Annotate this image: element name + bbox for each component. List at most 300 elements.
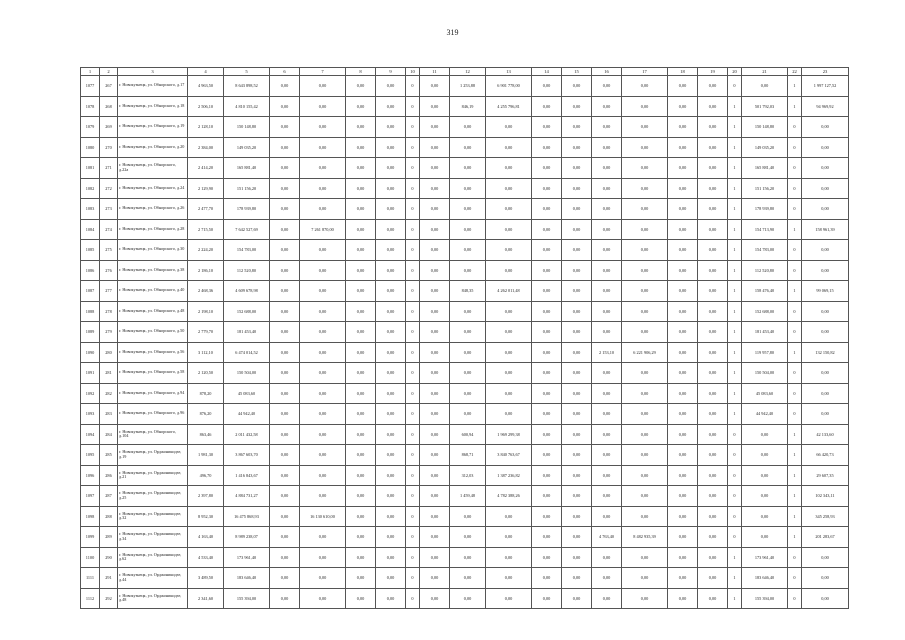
table-cell: 0,00 bbox=[346, 506, 376, 527]
table-cell: 154 713,90 bbox=[742, 219, 788, 240]
table-cell: 0,00 bbox=[802, 404, 849, 425]
table-cell: 0,00 bbox=[300, 547, 346, 568]
table-cell: 1083 bbox=[81, 199, 100, 220]
table-cell: 1 bbox=[728, 301, 742, 322]
table-cell: 0,00 bbox=[300, 240, 346, 261]
table-cell: 2 129,90 bbox=[188, 178, 224, 199]
table-cell: 150 148,80 bbox=[224, 117, 270, 138]
table-cell: 0,00 bbox=[802, 199, 849, 220]
table-cell: 0 bbox=[406, 96, 420, 117]
table-cell: 272 bbox=[100, 178, 118, 199]
table-cell: 0,00 bbox=[592, 117, 622, 138]
table-cell: 282 bbox=[100, 383, 118, 404]
column-header: 6 bbox=[270, 68, 300, 76]
table-cell: 0,00 bbox=[376, 219, 406, 240]
table-cell: 0,00 bbox=[622, 568, 668, 589]
table-cell: 0,00 bbox=[698, 96, 728, 117]
table-cell: 0 bbox=[788, 199, 802, 220]
table-cell: 16 475 868,93 bbox=[224, 506, 270, 527]
table-cell: 7 642 527,69 bbox=[224, 219, 270, 240]
table-cell: 2 153,10 bbox=[592, 342, 622, 363]
register-table bbox=[80, 67, 849, 609]
table-cell: 154 783,00 bbox=[224, 240, 270, 261]
table-cell: 0,00 bbox=[532, 547, 562, 568]
table-cell: 0,00 bbox=[802, 322, 849, 343]
table-cell: 0,00 bbox=[668, 383, 698, 404]
table-cell: 0,00 bbox=[376, 383, 406, 404]
column-header: 16 bbox=[592, 68, 622, 76]
table-cell: 0,00 bbox=[668, 158, 698, 179]
table-cell: 1093 bbox=[81, 404, 100, 425]
table-cell: 0,00 bbox=[592, 486, 622, 507]
table-cell: 0,00 bbox=[270, 383, 300, 404]
table-cell: 0 bbox=[406, 117, 420, 138]
table-cell: 0,00 bbox=[486, 342, 532, 363]
table-cell: 2 414,20 bbox=[188, 158, 224, 179]
table-cell: 1097 bbox=[81, 486, 100, 507]
table-cell: 0,00 bbox=[668, 260, 698, 281]
table-cell: 94 969,92 bbox=[802, 96, 849, 117]
table-cell: 0,00 bbox=[698, 158, 728, 179]
table-cell: 0,00 bbox=[376, 199, 406, 220]
table-cell: 0,00 bbox=[592, 281, 622, 302]
address-cell: г. Новокузнецк, ул. Орджоникидзе, д.19 bbox=[118, 445, 188, 466]
table-cell: 0,00 bbox=[486, 527, 532, 548]
table-cell: 4 163,40 bbox=[188, 527, 224, 548]
table-cell: 1 bbox=[728, 219, 742, 240]
table-cell: 0,00 bbox=[270, 76, 300, 97]
table-cell: 1096 bbox=[81, 465, 100, 486]
table-cell: 0 bbox=[788, 240, 802, 261]
table-cell: 1 387 236,82 bbox=[486, 465, 532, 486]
table-row bbox=[81, 506, 849, 527]
table-cell: 0,00 bbox=[270, 281, 300, 302]
column-header: 14 bbox=[532, 68, 562, 76]
table-cell: 0 bbox=[406, 76, 420, 97]
table-cell: 0,00 bbox=[802, 240, 849, 261]
table-cell: 0,00 bbox=[592, 383, 622, 404]
table-cell: 0,00 bbox=[668, 240, 698, 261]
table-cell: 183 646,40 bbox=[742, 568, 788, 589]
table-cell: 1084 bbox=[81, 219, 100, 240]
table-cell: 0,00 bbox=[486, 219, 532, 240]
table-cell: 0,00 bbox=[420, 281, 450, 302]
table-cell: 2 128,10 bbox=[188, 117, 224, 138]
table-cell: 0 bbox=[406, 137, 420, 158]
table-cell: 16 130 610,00 bbox=[300, 506, 346, 527]
table-cell: 0,00 bbox=[562, 465, 592, 486]
table-cell: 0 bbox=[788, 178, 802, 199]
table-cell: 283 bbox=[100, 404, 118, 425]
table-cell: 0,00 bbox=[346, 547, 376, 568]
address-cell: г. Новокузнецк, ул. Обнорского, д.22а bbox=[118, 158, 188, 179]
table-cell: 0,00 bbox=[300, 96, 346, 117]
table-cell: 1 bbox=[728, 568, 742, 589]
table-cell: 201 283,67 bbox=[802, 527, 849, 548]
table-cell: 0,00 bbox=[346, 117, 376, 138]
table-cell: 0,00 bbox=[376, 445, 406, 466]
table-cell: 152 688,00 bbox=[742, 301, 788, 322]
table-cell: 0 bbox=[406, 424, 420, 445]
column-header: 11 bbox=[420, 68, 450, 76]
table-cell: 1 bbox=[728, 588, 742, 609]
table-cell: 0,00 bbox=[486, 137, 532, 158]
table-cell: 66 420,73 bbox=[802, 445, 849, 466]
table-cell: 0,00 bbox=[270, 547, 300, 568]
table-cell: 0,00 bbox=[562, 322, 592, 343]
table-cell: 1089 bbox=[81, 322, 100, 343]
table-row bbox=[81, 568, 849, 589]
table-cell: 0,00 bbox=[592, 260, 622, 281]
table-cell: 2 120,50 bbox=[188, 363, 224, 384]
table-cell: 0,00 bbox=[698, 76, 728, 97]
table-row bbox=[81, 260, 849, 281]
table-cell: 0,00 bbox=[698, 363, 728, 384]
table-cell: 268 bbox=[100, 96, 118, 117]
table-cell: 0,00 bbox=[562, 547, 592, 568]
table-cell: 0,00 bbox=[300, 178, 346, 199]
table-cell: 2 186,10 bbox=[188, 260, 224, 281]
table-cell: 0,00 bbox=[592, 76, 622, 97]
table-cell: 0,00 bbox=[562, 568, 592, 589]
table-cell: 6 474 014,52 bbox=[224, 342, 270, 363]
table-cell: 290 bbox=[100, 547, 118, 568]
table-cell: 29 607,35 bbox=[802, 465, 849, 486]
table-cell: 0,00 bbox=[562, 301, 592, 322]
table-cell: 0 bbox=[406, 506, 420, 527]
address-cell: г. Новокузнецк, ул. Обнорского, д.96 bbox=[118, 404, 188, 425]
table-cell: 0,00 bbox=[698, 588, 728, 609]
address-cell: г. Новокузнецк, ул. Орджоникидзе, д.44 bbox=[118, 568, 188, 589]
table-cell: 0,00 bbox=[376, 137, 406, 158]
table-cell: 0,00 bbox=[622, 322, 668, 343]
table-cell: 1094 bbox=[81, 424, 100, 445]
column-header: 17 bbox=[622, 68, 668, 76]
table-cell: 0,00 bbox=[668, 342, 698, 363]
table-cell: 0,00 bbox=[742, 424, 788, 445]
table-cell: 0,00 bbox=[300, 588, 346, 609]
table-cell: 0,00 bbox=[532, 281, 562, 302]
table-cell: 878,20 bbox=[188, 383, 224, 404]
table-cell: 0,00 bbox=[346, 527, 376, 548]
table-cell: 0,00 bbox=[802, 588, 849, 609]
table-cell: 0,00 bbox=[420, 322, 450, 343]
table-cell: 0,00 bbox=[376, 117, 406, 138]
table-cell: 1091 bbox=[81, 363, 100, 384]
address-cell: г. Новокузнецк, ул. Обнорского, д.26 bbox=[118, 199, 188, 220]
table-cell: 0,00 bbox=[376, 527, 406, 548]
address-cell: г. Новокузнецк, ул. Орджоникидзе, д.48 bbox=[118, 588, 188, 609]
table-cell: 4 763,40 bbox=[592, 527, 622, 548]
table-cell: 0,00 bbox=[300, 260, 346, 281]
table-cell: 1 bbox=[728, 363, 742, 384]
table-cell: 0,00 bbox=[270, 178, 300, 199]
table-cell: 0,00 bbox=[346, 424, 376, 445]
table-cell: 1 bbox=[728, 383, 742, 404]
table-cell: 0,00 bbox=[270, 342, 300, 363]
table-cell: 0,00 bbox=[450, 404, 486, 425]
address-cell: г. Новокузнецк, ул. Орджоникидзе, д.25 bbox=[118, 486, 188, 507]
table-cell: 8 952,30 bbox=[188, 506, 224, 527]
table-cell: 285 bbox=[100, 445, 118, 466]
table-cell: 0,00 bbox=[532, 363, 562, 384]
table-cell: 0,00 bbox=[592, 588, 622, 609]
table-cell: 0 bbox=[788, 117, 802, 138]
table-cell: 0,00 bbox=[420, 158, 450, 179]
table-cell: 0 bbox=[406, 568, 420, 589]
table-cell: 0,00 bbox=[300, 465, 346, 486]
table-cell: 1088 bbox=[81, 301, 100, 322]
table-cell: 0,00 bbox=[668, 199, 698, 220]
table-cell: 274 bbox=[100, 219, 118, 240]
table-cell: 0,00 bbox=[698, 240, 728, 261]
table-cell: 1 bbox=[728, 281, 742, 302]
page-number: 319 bbox=[446, 28, 459, 37]
table-cell: 0,00 bbox=[562, 506, 592, 527]
table-cell: 3 867 603,70 bbox=[224, 445, 270, 466]
table-cell: 0,00 bbox=[562, 76, 592, 97]
table-cell: 0,00 bbox=[622, 117, 668, 138]
table-cell: 0 bbox=[406, 588, 420, 609]
table-cell: 1 bbox=[788, 527, 802, 548]
column-header: 13 bbox=[486, 68, 532, 76]
table-cell: 0,00 bbox=[376, 240, 406, 261]
table-cell: 0,00 bbox=[300, 301, 346, 322]
table-cell: 1 bbox=[788, 76, 802, 97]
table-cell: 1 253,88 bbox=[450, 76, 486, 97]
table-cell: 0,00 bbox=[622, 588, 668, 609]
table-cell: 0,00 bbox=[376, 424, 406, 445]
table-cell: 0,00 bbox=[668, 219, 698, 240]
table-cell: 0,00 bbox=[420, 527, 450, 548]
table-cell: 0,00 bbox=[592, 568, 622, 589]
table-cell: 0,00 bbox=[592, 178, 622, 199]
table-cell: 44 942,40 bbox=[224, 404, 270, 425]
table-cell: 1082 bbox=[81, 178, 100, 199]
table-cell: 1092 bbox=[81, 383, 100, 404]
table-cell: 151 156,20 bbox=[742, 178, 788, 199]
column-header: 15 bbox=[562, 68, 592, 76]
table-cell: 0 bbox=[788, 260, 802, 281]
table-row bbox=[81, 281, 849, 302]
table-cell: 158 961,39 bbox=[802, 219, 849, 240]
table-cell: 279 bbox=[100, 322, 118, 343]
table-cell: 0,00 bbox=[486, 117, 532, 138]
table-cell: 0,00 bbox=[420, 445, 450, 466]
table-cell: 0,00 bbox=[420, 76, 450, 97]
table-cell: 150 504,00 bbox=[742, 363, 788, 384]
table-cell: 0,00 bbox=[532, 342, 562, 363]
table-cell: 0,00 bbox=[420, 137, 450, 158]
table-cell: 4 782 388,26 bbox=[486, 486, 532, 507]
table-cell: 0,00 bbox=[420, 342, 450, 363]
table-cell: 0,00 bbox=[300, 445, 346, 466]
table-cell: 44 942,40 bbox=[742, 404, 788, 425]
table-cell: 0,00 bbox=[698, 424, 728, 445]
table-cell: 0,00 bbox=[668, 363, 698, 384]
table-cell: 0,00 bbox=[300, 281, 346, 302]
table-cell: 0,00 bbox=[376, 158, 406, 179]
table-cell: 0,00 bbox=[698, 199, 728, 220]
table-cell: 1 bbox=[728, 547, 742, 568]
table-cell: 0,00 bbox=[698, 137, 728, 158]
table-cell: 0,00 bbox=[300, 117, 346, 138]
column-header: 3 bbox=[118, 68, 188, 76]
table-cell: 0,00 bbox=[532, 117, 562, 138]
table-cell: 0,00 bbox=[346, 486, 376, 507]
table-row bbox=[81, 76, 849, 97]
table-row bbox=[81, 199, 849, 220]
table-cell: 4 609 678,98 bbox=[224, 281, 270, 302]
table-cell: 0,00 bbox=[592, 219, 622, 240]
table-row bbox=[81, 322, 849, 343]
table-cell: 281 bbox=[100, 363, 118, 384]
table-cell: 0,00 bbox=[698, 506, 728, 527]
table-cell: 0,00 bbox=[420, 424, 450, 445]
table-cell: 1 459,48 bbox=[450, 486, 486, 507]
table-row bbox=[81, 588, 849, 609]
table-cell: 0,00 bbox=[376, 322, 406, 343]
table-cell: 0,00 bbox=[420, 117, 450, 138]
table-cell: 0,00 bbox=[486, 178, 532, 199]
table-cell: 2 224,20 bbox=[188, 240, 224, 261]
table-cell: 0,00 bbox=[346, 260, 376, 281]
table-cell: 0 bbox=[406, 465, 420, 486]
table-cell: 312,03 bbox=[450, 465, 486, 486]
table-cell: 1079 bbox=[81, 117, 100, 138]
table-cell: 0,00 bbox=[270, 96, 300, 117]
table-cell: 0,00 bbox=[802, 178, 849, 199]
table-cell: 0,00 bbox=[622, 219, 668, 240]
table-cell: 4 255 796,81 bbox=[486, 96, 532, 117]
table-cell: 0,00 bbox=[592, 301, 622, 322]
table-cell: 0,00 bbox=[300, 424, 346, 445]
table-cell: 0,00 bbox=[592, 322, 622, 343]
table-cell: 0,00 bbox=[532, 137, 562, 158]
table-cell: 1 bbox=[728, 260, 742, 281]
table-cell: 165 881,40 bbox=[742, 158, 788, 179]
table-cell: 0 bbox=[788, 301, 802, 322]
table-cell: 42 133,60 bbox=[802, 424, 849, 445]
table-cell: 0,00 bbox=[270, 486, 300, 507]
table-cell: 0,00 bbox=[802, 117, 849, 138]
table-cell: 0,00 bbox=[698, 322, 728, 343]
table-cell: 0,00 bbox=[300, 363, 346, 384]
address-cell: г. Новокузнецк, ул. Обнорского, д.18 bbox=[118, 96, 188, 117]
table-cell: 0,00 bbox=[532, 260, 562, 281]
table-cell: 276 bbox=[100, 260, 118, 281]
table-cell: 1 bbox=[728, 158, 742, 179]
table-cell: 0,00 bbox=[668, 281, 698, 302]
table-cell: 0,00 bbox=[592, 547, 622, 568]
table-cell: 4 810 155,42 bbox=[224, 96, 270, 117]
table-cell: 0,00 bbox=[376, 178, 406, 199]
table-cell: 181 453,40 bbox=[742, 322, 788, 343]
address-cell: г. Новокузнецк, ул. Орджоникидзе, д.62 bbox=[118, 547, 188, 568]
table-cell: 0,00 bbox=[592, 445, 622, 466]
table-cell: 0,00 bbox=[562, 424, 592, 445]
table-cell: 0,00 bbox=[420, 363, 450, 384]
table-cell: 0 bbox=[728, 445, 742, 466]
table-cell: 0,00 bbox=[562, 158, 592, 179]
table-cell: 0,00 bbox=[802, 260, 849, 281]
table-cell: 4 963,50 bbox=[188, 76, 224, 97]
table-cell: 0,00 bbox=[420, 178, 450, 199]
table-cell: 0,00 bbox=[270, 117, 300, 138]
table-cell: 0,00 bbox=[270, 322, 300, 343]
table-cell: 0,00 bbox=[668, 96, 698, 117]
table-cell: 119 957,80 bbox=[742, 342, 788, 363]
table-cell: 0,00 bbox=[376, 568, 406, 589]
table-cell: 0,00 bbox=[562, 240, 592, 261]
table-cell: 0,00 bbox=[376, 76, 406, 97]
column-header: 9 bbox=[376, 68, 406, 76]
table-cell: 0,00 bbox=[450, 158, 486, 179]
column-header: 22 bbox=[788, 68, 802, 76]
table-cell: 271 bbox=[100, 158, 118, 179]
table-cell: 2 011 432,58 bbox=[224, 424, 270, 445]
table-cell: 0,00 bbox=[668, 506, 698, 527]
table-cell: 0,00 bbox=[668, 178, 698, 199]
table-row bbox=[81, 445, 849, 466]
table-cell: 0,00 bbox=[270, 404, 300, 425]
table-cell: 0,00 bbox=[532, 158, 562, 179]
table-cell: 0,00 bbox=[532, 178, 562, 199]
column-header: 7 bbox=[300, 68, 346, 76]
address-cell: г. Новокузнецк, ул. Орджоникидзе, д.34 bbox=[118, 527, 188, 548]
table-cell: 0,00 bbox=[376, 96, 406, 117]
table-cell: 178 939,80 bbox=[224, 199, 270, 220]
table-cell: 0,00 bbox=[532, 240, 562, 261]
table-cell: 1098 bbox=[81, 506, 100, 527]
header-row bbox=[81, 68, 849, 76]
table-body bbox=[81, 76, 849, 609]
table-cell: 0,00 bbox=[346, 219, 376, 240]
table-cell: 0,00 bbox=[486, 568, 532, 589]
table-cell: 0,00 bbox=[346, 342, 376, 363]
table-cell: 0,00 bbox=[562, 117, 592, 138]
column-header: 12 bbox=[450, 68, 486, 76]
table-cell: 0,00 bbox=[562, 281, 592, 302]
table-cell: 2 198,10 bbox=[188, 301, 224, 322]
table-cell: 0,00 bbox=[668, 588, 698, 609]
table-cell: 0 bbox=[406, 363, 420, 384]
table-cell: 876,20 bbox=[188, 404, 224, 425]
table-cell: 0,00 bbox=[532, 588, 562, 609]
table-cell: 3 489,50 bbox=[188, 568, 224, 589]
table-cell: 0,00 bbox=[742, 76, 788, 97]
table-cell: 6 221 906,29 bbox=[622, 342, 668, 363]
table-cell: 0,00 bbox=[668, 445, 698, 466]
table-cell: 0 bbox=[788, 404, 802, 425]
table-cell: 0,00 bbox=[420, 240, 450, 261]
table-cell: 0,00 bbox=[420, 547, 450, 568]
table-cell: 0,00 bbox=[346, 465, 376, 486]
table-cell: 0,00 bbox=[486, 588, 532, 609]
table-cell: 0,00 bbox=[698, 568, 728, 589]
table-cell: 0,00 bbox=[270, 219, 300, 240]
table-cell: 0,00 bbox=[668, 322, 698, 343]
table-cell: 0,00 bbox=[486, 383, 532, 404]
table-cell: 0,00 bbox=[622, 383, 668, 404]
table-cell: 0,00 bbox=[592, 363, 622, 384]
table-cell: 8 989 238,07 bbox=[224, 527, 270, 548]
column-header: 1 bbox=[81, 68, 100, 76]
table-cell: 0,00 bbox=[486, 301, 532, 322]
table-cell: 0,00 bbox=[532, 301, 562, 322]
table-cell: 0,00 bbox=[802, 568, 849, 589]
table-cell: 0,00 bbox=[450, 240, 486, 261]
